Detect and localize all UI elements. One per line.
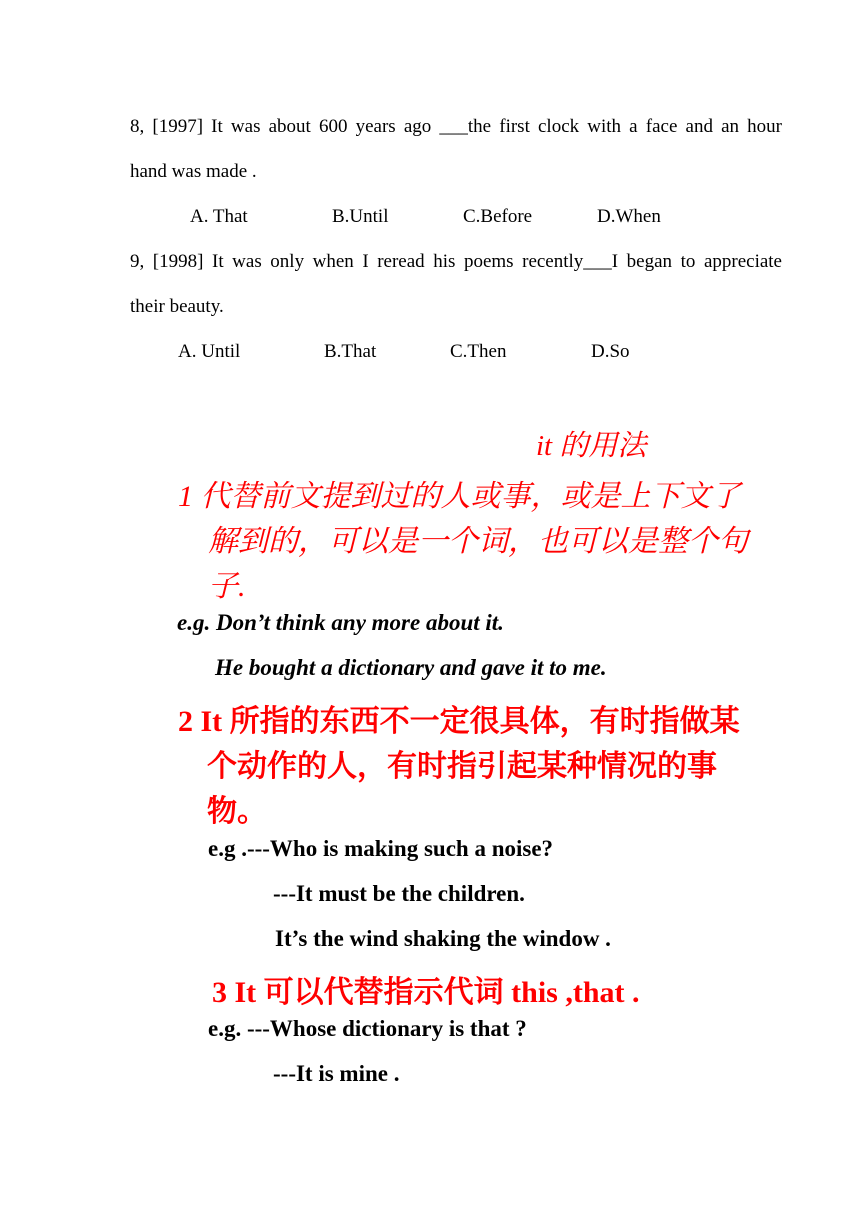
question-8-line-1: 8, [1997] It was about 600 years ago ___the first clock with a face and an hour bbox=[130, 116, 782, 137]
question-9-option-a: A. Until bbox=[178, 341, 241, 362]
question-9-option-c: C.Then bbox=[450, 341, 507, 362]
point-2-line-2: 个动作的人，有时指引起某种情况的事 bbox=[207, 750, 717, 783]
question-8-option-d: D.When bbox=[597, 206, 661, 227]
section-title: it 的用法 bbox=[536, 430, 647, 462]
question-8-option-c: C.Before bbox=[463, 206, 533, 227]
point-1-example-2: He bought a dictionary and gave it to me. bbox=[215, 655, 607, 680]
point-3-line: 3 It 可以代替指示代词 this ,that . bbox=[212, 976, 640, 1009]
point-2-example-3: It’s the wind shaking the window . bbox=[275, 926, 611, 951]
question-9-line-1: 9, [1998] It was only when I reread his poems recently___I began to appreciate bbox=[130, 251, 782, 272]
question-8-line-2: hand was made . bbox=[130, 161, 257, 182]
point-3-example-1: e.g. ---Whose dictionary is that ? bbox=[208, 1016, 527, 1041]
point-2-example-2: ---It must be the children. bbox=[273, 881, 525, 906]
point-1-line-3: 子. bbox=[208, 570, 246, 603]
question-9-option-b: B.That bbox=[324, 341, 377, 362]
point-1-line-1: 1 代替前文提到过的人或事，或是上下文了 bbox=[178, 480, 741, 513]
point-1-line-2: 解到的，可以是一个词，也可以是整个句 bbox=[208, 525, 748, 558]
point-2-line-1: 2 It 所指的东西不一定很具体，有时指做某 bbox=[178, 705, 740, 738]
question-9-option-d: D.So bbox=[591, 341, 630, 362]
question-9-line-2: their beauty. bbox=[130, 296, 224, 317]
question-8-option-a: A. That bbox=[190, 206, 248, 227]
point-2-example-1: e.g .---Who is making such a noise? bbox=[208, 836, 554, 861]
point-2-line-3: 物。 bbox=[207, 795, 267, 828]
point-3-example-2: ---It is mine . bbox=[273, 1061, 400, 1086]
question-8-option-b: B.Until bbox=[332, 206, 389, 227]
point-1-example-1: e.g. Don’t think any more about it. bbox=[177, 610, 504, 635]
